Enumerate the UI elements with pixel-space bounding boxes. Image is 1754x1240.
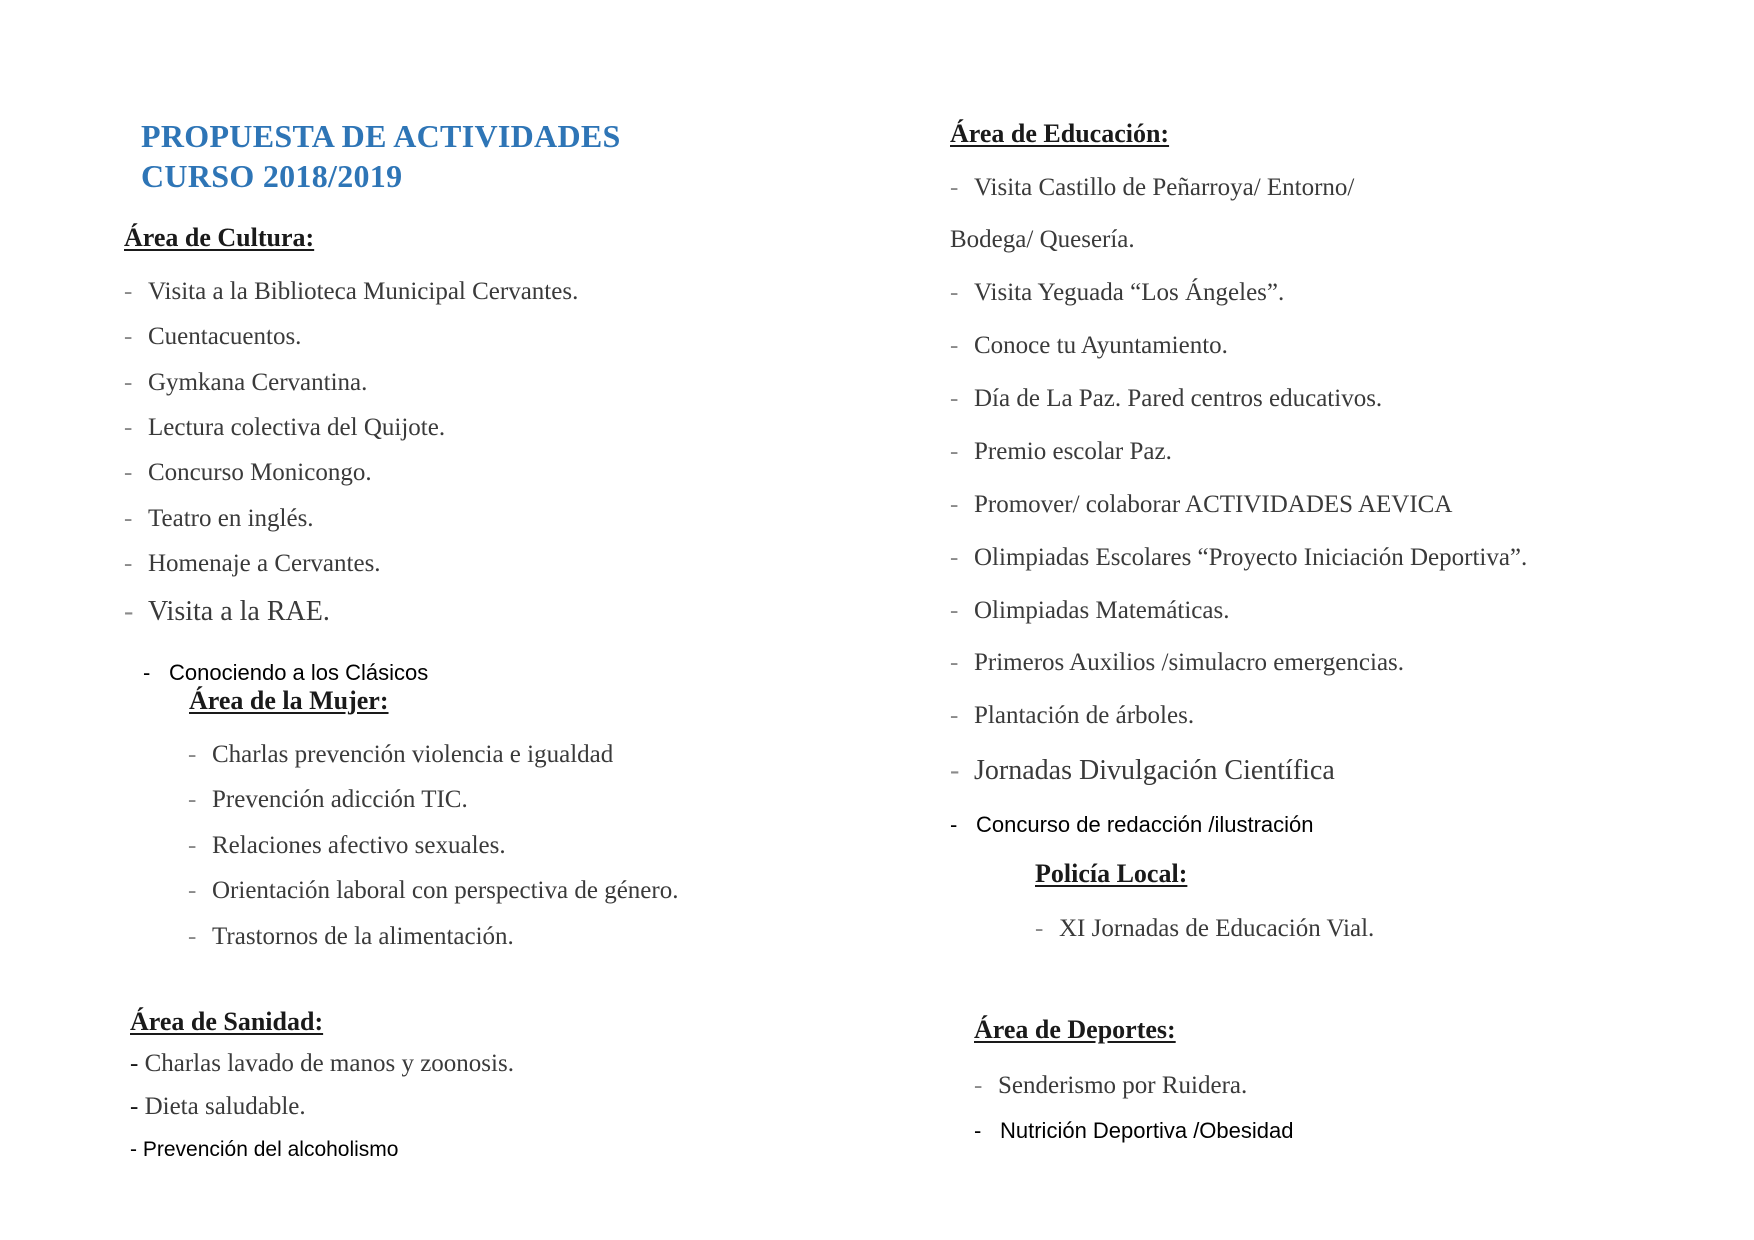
heading-policia: Policía Local: — [1035, 859, 1188, 888]
bullet-dash: - — [950, 491, 959, 518]
bullet-dash: - — [950, 812, 958, 837]
list-item: - Plantación de árboles. — [950, 702, 1195, 729]
bullet-dash: - — [950, 332, 959, 359]
bullet-dash: - — [974, 1118, 982, 1143]
heading-cultura: Área de Cultura: — [124, 223, 315, 252]
list-item: - Olimpiadas Escolares “Proyecto Iniciación Deportiva”. — [950, 544, 1528, 571]
list-item: - Cuentacuentos. — [124, 323, 302, 350]
bullet-dash: - — [950, 174, 959, 201]
list-item: - Dieta saludable. — [130, 1093, 306, 1120]
bullet-dash: - — [124, 505, 133, 532]
list-item: - Promover/ colaborar ACTIVIDADES AEVICA — [950, 491, 1453, 518]
list-item: - Visita a la Biblioteca Municipal Cervantes. — [124, 278, 579, 305]
bullet-dash: - — [124, 459, 133, 486]
list-item: - Trastornos de la alimentación. — [188, 923, 514, 950]
bullet-dash: - — [124, 323, 133, 350]
bullet-dash: - — [124, 369, 133, 396]
list-item: - Jornadas Divulgación Científica — [950, 755, 1335, 786]
list-item: - Teatro en inglés. — [124, 505, 314, 532]
list-item: - Concurso de redacción /ilustración — [950, 810, 1314, 840]
list-item: - Visita a la RAE. — [124, 596, 330, 627]
bullet-dash: - — [974, 1072, 983, 1099]
list-item: - Visita Yeguada “Los Ángeles”. — [950, 279, 1285, 306]
list-item: - Lectura colectiva del Quijote. — [124, 414, 446, 441]
bullet-dash: - — [130, 1050, 139, 1077]
list-item: - Concurso Monicongo. — [124, 459, 372, 486]
bullet-dash: - — [950, 702, 959, 729]
bullet-dash: - — [188, 741, 197, 768]
list-item: - Primeros Auxilios /simulacro emergencias. — [950, 649, 1405, 676]
bullet-dash: - — [950, 438, 959, 465]
list-item: - Homenaje a Cervantes. — [124, 550, 381, 577]
bullet-dash: - — [124, 278, 133, 305]
bullet-dash: - — [950, 649, 959, 676]
list-item: - Premio escolar Paz. — [950, 438, 1172, 465]
list-item: - Visita Castillo de Peñarroya/ Entorno/ — [950, 174, 1355, 201]
list-item: - Día de La Paz. Pared centros educativos. — [950, 385, 1383, 412]
bullet-dash: - — [188, 832, 197, 859]
bullet-dash: - — [130, 1138, 137, 1161]
title-line-1: PROPUESTA DE ACTIVIDADES — [141, 118, 621, 154]
bullet-dash: - — [188, 786, 197, 813]
bullet-dash: - — [950, 544, 959, 571]
list-item: - Olimpiadas Matemáticas. — [950, 597, 1230, 624]
bullet-dash: - — [950, 755, 960, 786]
list-item: - Orientación laboral con perspectiva de género. — [188, 877, 679, 904]
heading-mujer: Área de la Mujer: — [189, 686, 389, 715]
list-item: - Relaciones afectivo sexuales. — [188, 832, 506, 859]
list-item: - Charlas prevención violencia e igualdad — [188, 741, 614, 768]
bullet-dash: - — [950, 385, 959, 412]
heading-educacion: Área de Educación: — [950, 119, 1170, 148]
bullet-dash: - — [188, 923, 197, 950]
bullet-dash: - — [143, 660, 151, 685]
title-line-2: CURSO 2018/2019 — [141, 158, 403, 194]
bullet-dash: - — [124, 550, 133, 577]
list-item: - Prevención del alcoholismo — [130, 1138, 399, 1161]
bullet-dash: - — [124, 414, 133, 441]
bullet-dash: - — [124, 596, 134, 627]
list-item: - Nutrición Deportiva /Obesidad — [974, 1116, 1293, 1146]
bullet-dash: - — [950, 279, 959, 306]
bullet-dash: - — [950, 597, 959, 624]
heading-sanidad: Área de Sanidad: — [130, 1007, 324, 1036]
bullet-dash: - — [1035, 915, 1044, 942]
bullet-dash: - — [130, 1093, 139, 1120]
document-title — [141, 116, 621, 196]
list-item: - Senderismo por Ruidera. — [974, 1072, 1248, 1099]
list-item: - Charlas lavado de manos y zoonosis. — [130, 1050, 514, 1077]
list-item: - Conociendo a los Clásicos — [143, 658, 428, 688]
list-item: - Prevención adicción TIC. — [188, 786, 468, 813]
list-item: Bodega/ Quesería. — [950, 226, 1135, 253]
list-item: - Conoce tu Ayuntamiento. — [950, 332, 1228, 359]
list-item: - XI Jornadas de Educación Vial. — [1035, 915, 1375, 942]
bullet-dash: - — [188, 877, 197, 904]
list-item: - Gymkana Cervantina. — [124, 369, 368, 396]
heading-deportes: Área de Deportes: — [974, 1015, 1176, 1044]
